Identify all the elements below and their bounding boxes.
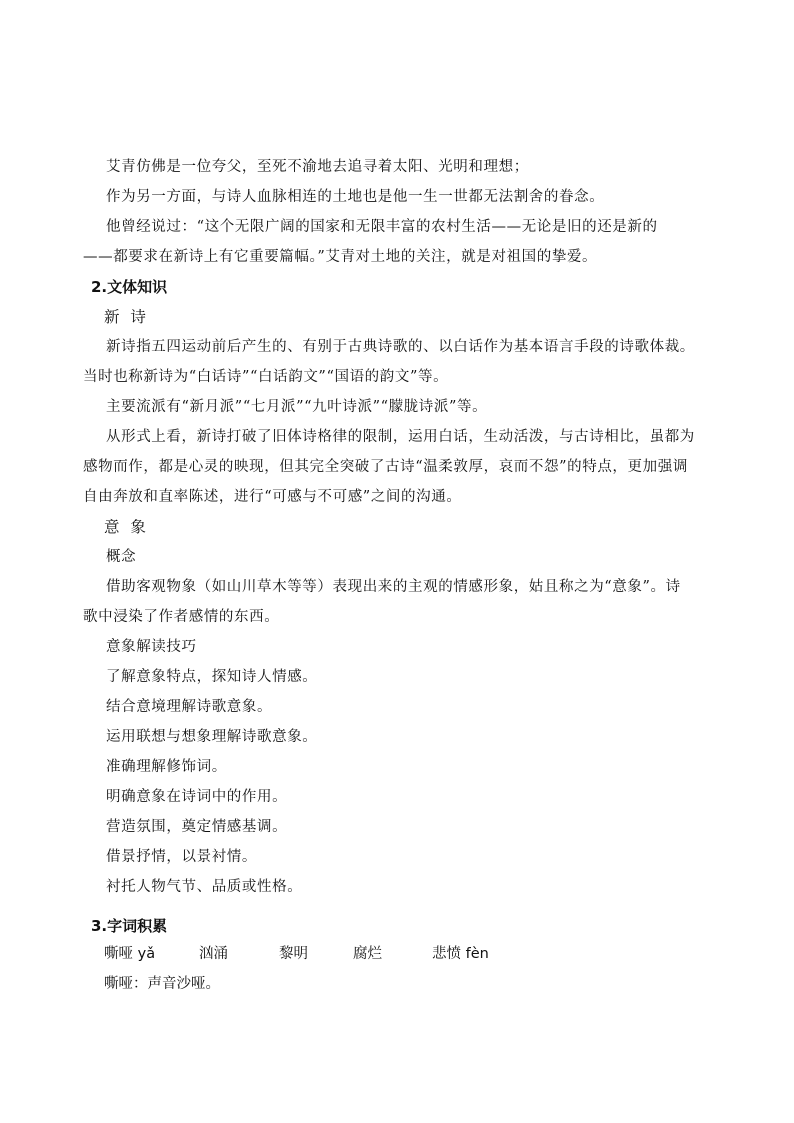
tip-item: 营造氛围，奠定情感基调。	[106, 819, 288, 835]
new-poetry-form-line1: 从形式上看，新诗打破了旧体诗格律的限制，运用白话，生动活泼，与古诗相比，虽都为	[106, 429, 695, 445]
tip-item: 衬托人物气节、品质或性格。	[106, 879, 303, 895]
paragraph-kuafu: 艾青仿佛是一位夸父，至死不渝地去追寻着太阳、光明和理想；	[106, 159, 529, 175]
new-poetry-form-line3: 自由奔放和直率陈述，进行“可感与不可感”之间的沟通。	[83, 489, 462, 505]
new-poetry-schools: 主要流派有“新月派”“七月派”“九叶诗派”“朦胧诗派”等。	[106, 399, 488, 415]
concept-line2: 歌中浸染了作者感情的东西。	[83, 609, 280, 625]
tip-item: 结合意境理解诗歌意象。	[106, 699, 273, 715]
paragraph-quote-line1: 他曾经说过：“这个无限广阔的国家和无限丰富的农村生活——无论是旧的还是新的	[106, 219, 658, 235]
new-poetry-form-line2: 感物而作，都是心灵的映现，但其完全突破了古诗“温柔敦厚，哀而不怨”的特点，更加强调	[83, 459, 688, 475]
vocab-word: 汹涌	[199, 946, 228, 962]
tips-label: 意象解读技巧	[106, 639, 197, 655]
section-heading-vocabulary: 3.字词积累	[91, 917, 168, 935]
paragraph-quote-line2: ——都要求在新诗上有它重要篇幅。”艾青对土地的关注，就是对祖国的挚爱。	[83, 249, 598, 265]
new-poetry-def-line1: 新诗指五四运动前后产生的、有别于古典诗歌的、以白话作为基本语言手段的诗歌体裁。	[106, 339, 695, 355]
subheading-imagery: 意 象	[104, 518, 149, 536]
tip-item: 借景抒情，以景衬情。	[106, 849, 257, 865]
new-poetry-def-line2: 当时也称新诗为“白话诗”“白话韵文”“国语的韵文”等。	[83, 369, 449, 385]
tip-item: 了解意象特点，探知诗人情感。	[106, 669, 318, 685]
vocab-word: 黎明	[279, 946, 308, 962]
tip-item: 运用联想与想象理解诗歌意象。	[106, 729, 318, 745]
concept-label: 概念	[106, 549, 137, 565]
vocab-word: 腐烂	[353, 946, 382, 962]
tip-item: 准确理解修饰词。	[106, 759, 227, 775]
paragraph-land: 作为另一方面，与诗人血脉相连的土地也是他一生一世都无法割舍的眷念。	[106, 189, 605, 205]
vocab-word: 嘶哑 yǎ	[104, 946, 156, 962]
vocab-definition: 嘶哑：声音沙哑。	[104, 976, 220, 992]
tip-item: 明确意象在诗词中的作用。	[106, 789, 288, 805]
concept-line1: 借助客观物象（如山川草木等等）表现出来的主观的情感形象，姑且称之为“意象”。诗	[106, 579, 681, 595]
vocab-word: 悲愤 fèn	[432, 946, 489, 962]
subheading-new-poetry: 新 诗	[104, 308, 149, 326]
section-heading-genre: 2.文体知识	[91, 278, 168, 296]
